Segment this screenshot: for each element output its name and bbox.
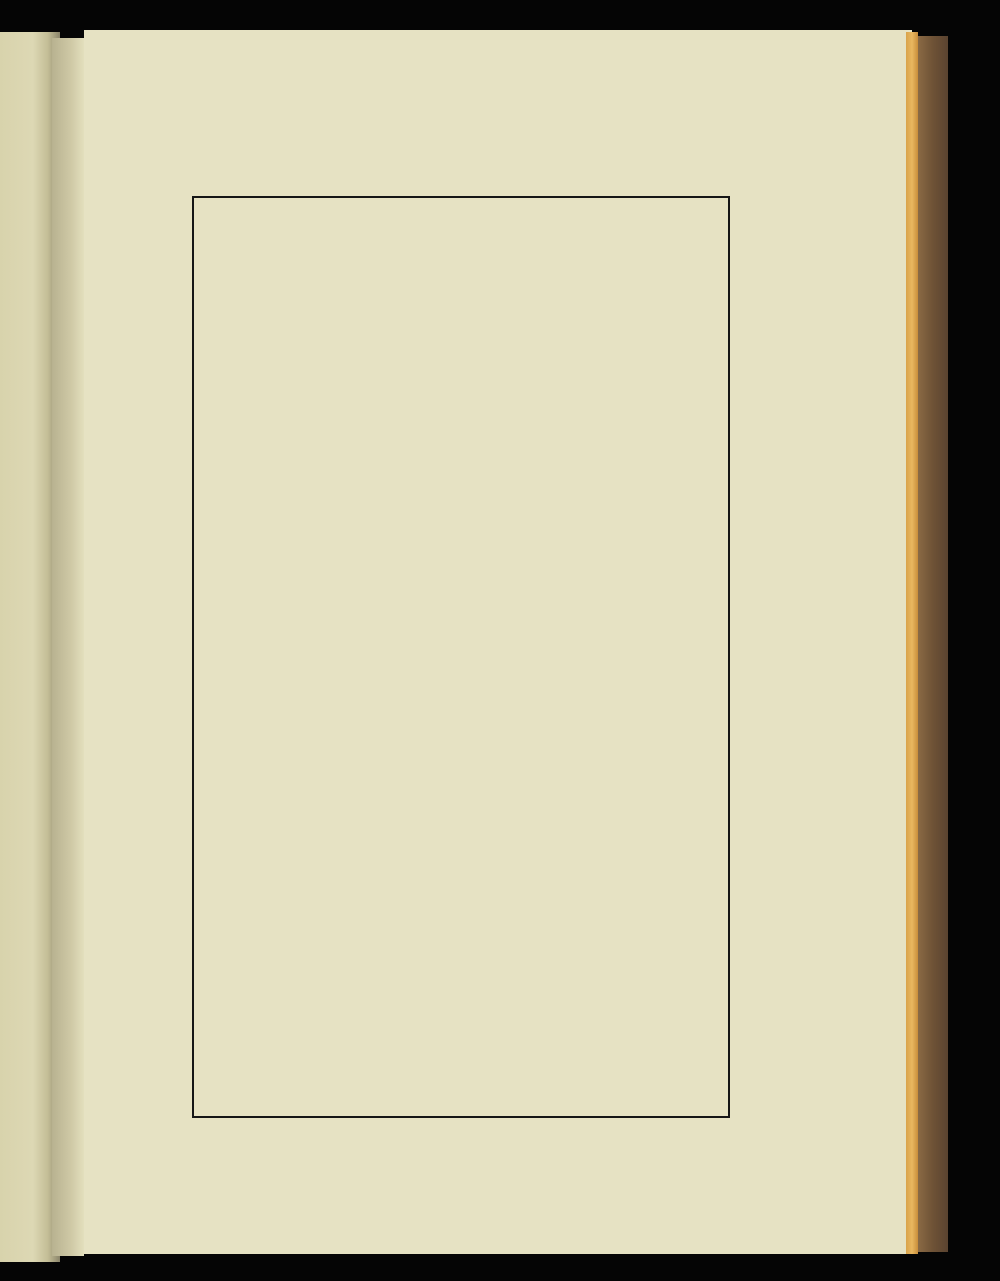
- boring-table: [192, 196, 730, 1118]
- book-cover-edge: [918, 36, 948, 1252]
- left-page-edge: [0, 32, 60, 1262]
- book-gutter: [52, 38, 84, 1256]
- page-edge-gilt: [906, 32, 918, 1254]
- table-frame: [192, 196, 730, 1118]
